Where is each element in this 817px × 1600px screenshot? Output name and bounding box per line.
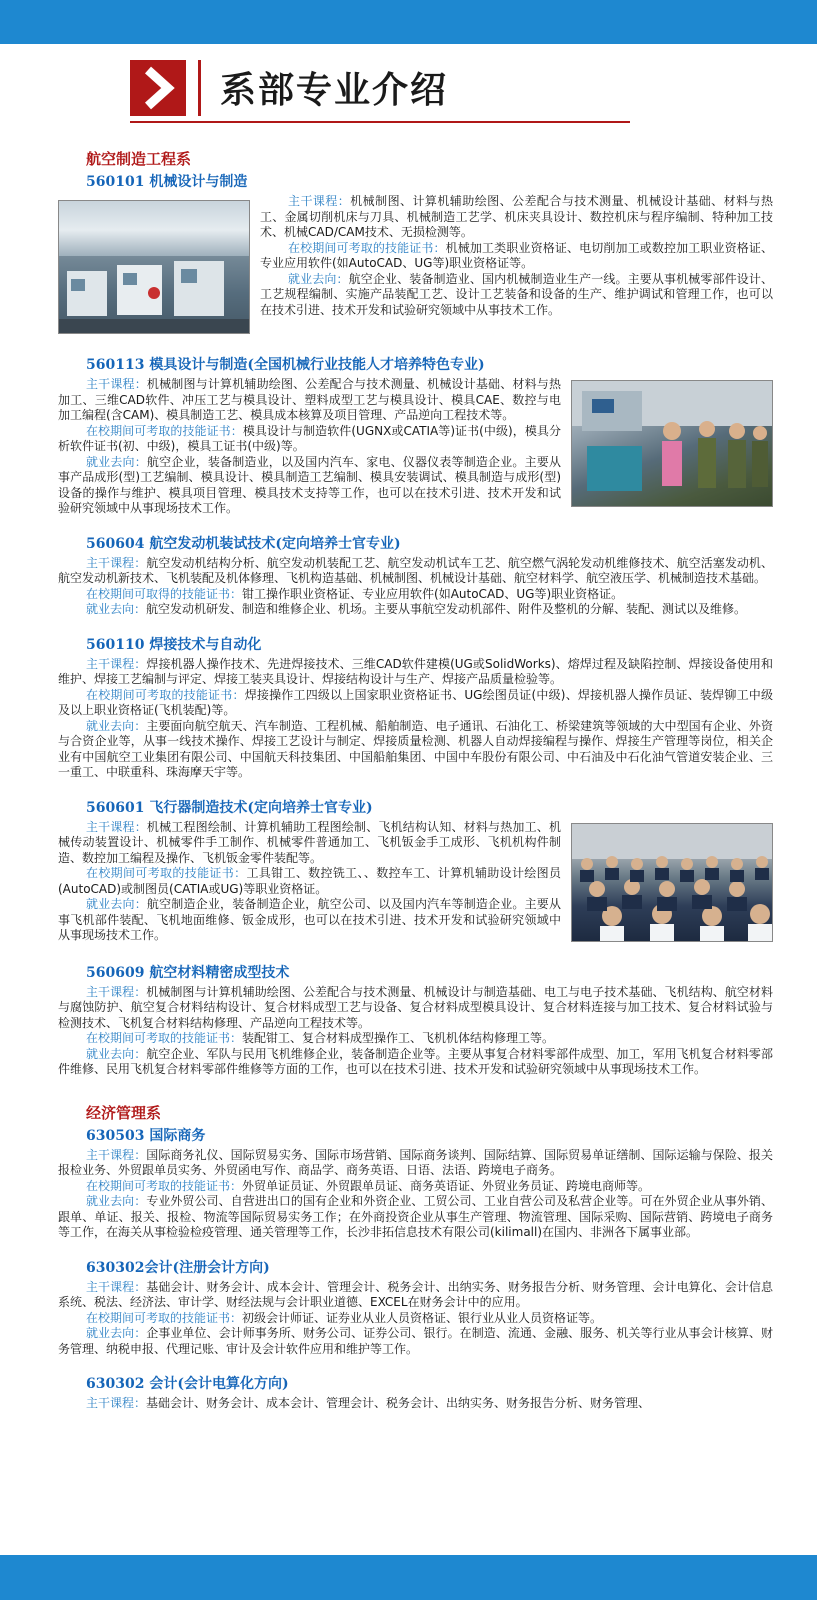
label-cert: 在校期间可考取的技能证书： [86,1031,243,1045]
dept-title: 经济管理系 [86,1103,162,1122]
major-section [58,354,773,517]
header-underline [130,121,630,123]
major-title: 560601 飞行器制造技术(定向培养士官专业) [86,799,373,816]
core-text: 焊接机器人操作技术、先进焊接技术、三维CAD软件建模(UG或SolidWorks)、熔焊过程及缺陷控制、焊接设备使用和维护、焊接工艺编制与评定、焊接工装夹具设计、焊接结构设计与生产、焊接产品质量检验等。 [58,656,773,686]
label-core: 主干课程： [86,1396,147,1410]
major-section [58,171,773,338]
label-job: 就业去向： [86,897,147,911]
workshop-photo [58,200,250,334]
cert-text: 焊接操作工四级以上国家职业资格证书、UG绘图员证(中级)、焊接机器人操作员证、装焊铆工中级及以上职业资格证(飞机装配)等。 [58,687,773,717]
cert-text: 装配钳工、复合材料成型操作工、飞机机体结构修理工等。 [242,1031,555,1045]
label-cert: 在校期间可取得的技能证书： [86,586,243,601]
label-cert: 在校期间可考取的技能证书： [86,423,243,438]
major-title: 560604 航空发动机装试技术(定向培养士官专业) [86,535,401,552]
core-text: 机械制图与计算机辅助绘图、公差配合与技术测量、机械设计与制造基础、电工与电子技术基础、飞机结构、航空材料与腐蚀防护、航空复合材料结构设计、复合材料成型工艺与设备、复合材料成型模具设计、复合材料连接与加工技术、复合材料试验与检测技术、飞机复合材料结构修理、产品逆向工程技术等。 [58,984,773,1030]
label-core: 主干课程： [86,1147,147,1162]
cert-text: 机械加工类职业资格证、电切削加工或数控加工职业资格证、专业应用软件(如AutoCAD、UG等)职业资格证等。 [260,240,773,270]
major-section [58,533,773,618]
major-title: 630503 国际商务 [86,1127,206,1144]
bottom-bar [0,1555,817,1600]
job-text: 航空企业、军队与民用飞机维修企业，装备制造企业等。主要从事复合材料零部件成型、加工，军用飞机复合材料零部件维修、民用飞机复合材料零部件维修等方面的工作，也可以在技术引进、技术开发和试验研究领域中从事现场技术工作。 [58,1046,773,1076]
major-section [58,797,773,946]
major-title: 630302 会计(会计电算化方向) [86,1376,289,1392]
content [58,148,773,1420]
core-text: 机械制图、计算机辅助绘图、公差配合与技术测量、机械设计基础、材料与热工、金属切削机床与刀具、机械制造工艺学、机床夹具设计、数控机床与程序编制、特种加工技术、机械CAD/CAM技术、无损检测等。 [260,194,773,239]
label-job: 就业去向： [86,718,147,733]
label-core: 主干课程： [86,819,147,834]
chevron-right-icon [130,60,186,116]
label-core: 主干课程： [86,555,147,570]
major-title: 560101 机械设计与制造 [86,174,248,190]
lab-photo [571,380,773,507]
label-cert: 在校期间可考取的技能证书： [86,1310,243,1325]
major-title: 560609 航空材料精密成型技术 [86,964,290,981]
job-text: 航空发动机研发、制造和维修企业、机场。主要从事航空发动机部件、附件及整机的分解、装配、测试以及维修。 [146,602,747,616]
cert-text: 工具钳工、数控铣工、、数控车工、计算机辅助设计绘图员(AutoCAD)或制图员(CATIA或UG)等职业资格证。 [58,866,561,896]
label-core: 主干课程： [288,194,351,208]
label-core: 主干课程： [86,377,147,391]
cert-text: 模具设计与制造软件(UGNX或CATIA等)证书(中级)，模具分析软件证书(初、中级)，模具工证书(中级)等。 [58,423,561,453]
cert-text: 钳工操作职业资格证、专业应用软件(如AutoCAD、UG等)职业资格证。 [242,586,624,601]
label-core: 主干课程： [86,984,147,999]
core-text: 基础会计、财务会计、成本会计、管理会计、税务会计、出纳实务、财务报告分析、财务管理、会计电算化、会计信息系统、税法、经济法、审计学、财经法规与会计职业道德、EXCEL在财务会计中的应用。 [58,1279,773,1309]
label-job: 就业去向： [86,454,147,469]
label-cert: 在校期间可考取的技能证书： [86,1178,243,1193]
major-section [58,962,773,1078]
label-job: 就业去向： [86,1194,147,1208]
dept-title: 航空制造工程系 [86,150,192,168]
label-cert: 在校期间可考取的技能证书： [86,687,245,702]
cert-text: 外贸单证员证、外贸跟单员证、商务英语证、外贸业务员证、跨境电商师等。 [242,1178,651,1193]
job-text: 航空企业，装备制造业，以及国内汽车、家电、仪器仪表等制造企业。主要从事产品成形(型)工艺编制、模具设计、模具制造工艺编制、模具安装调试、模具制造与成形(型)设备的操作与维护、模具项目管理、模具技术支持等工作，也可以在技术引进、技术开发和试验研究领域中从事现场技术工作。 [58,454,561,515]
major-section [58,1373,773,1412]
major-section [58,1125,773,1241]
major-section [58,634,773,781]
label-job: 就业去向： [86,1046,147,1061]
core-text: 航空发动机结构分析、航空发动机装配工艺、航空发动机试车工艺、航空燃气涡轮发动机维修技术、航空活塞发动机、航空发动机新技术、飞机装配及机体修理、飞机构造基础、机械制图、机械设计基础、航空材料学、航空液压学、机械制造技术基础。 [58,555,773,585]
major-title: 560110 焊接技术与自动化 [86,636,262,653]
job-text: 主要面向航空航天、汽车制造、工程机械、船舶制造、电子通讯、石油化工、桥梁建筑等领域的大中型国有企业、外资与合资企业等，从事一线技术操作、焊接工艺设计与制定、焊接质量检测、机器人自动焊接编程与操作、焊接生产管理等岗位，相关企业有中国航空工业集团有限公司、中国航天科技集团、中国船舶集团、中国中车股份有限公司、中石油及中石化油气管道安装企业、三一重工、中联重科、珠海摩天宇等。 [58,718,773,779]
job-text: 专业外贸公司、自营进出口的国有企业和外资企业、工贸公司、工业自营公司及私营企业等。可在外贸企业从事外销、跟单、单证、报关、报检、物流等国际贸易实务工作；在外商投资企业从事生产管理、物流管理、国际采购、国际营销、跨境电子商务等工作，在海关从事检验检疫管理、通关管理等工作，长沙非拓信息技术有限公司(kilimall)在国内、非洲各下属事业部。 [58,1194,773,1239]
label-job: 就业去向： [86,1326,147,1340]
page-title: 系部专业介绍 [220,69,449,111]
core-text: 机械制图与计算机辅助绘图、公差配合与技术测量、机械设计基础、材料与热加工、三维CAD软件、冲压工艺与模具设计、塑料成型工艺与模具设计、模具CAE、数控与电加工编程(含CAM)、模具制造工艺、模具成本核算及项目管理、产品逆向工程技术等。 [58,377,561,422]
top-bar [0,0,817,44]
major-title: 560113 模具设计与制造(全国机械行业技能人才培养特色专业) [86,357,485,373]
header-separator [198,60,201,116]
label-core: 主干课程： [86,1279,147,1294]
major-title: 630302会计(注册会计方向) [86,1259,270,1276]
label-job: 就业去向： [86,602,147,616]
label-core: 主干课程： [86,656,147,671]
cert-text: 初级会计师证、证券业从业人员资格证、银行业从业人员资格证等。 [242,1310,603,1325]
job-text: 航空企业、装备制造业、国内机械制造业生产一线。主要从事机械零部件设计、工艺规程编制、实施产品装配工艺、设计工艺装备和设备的生产、维护调试和管理工作，也可以在技术引进、技术开发和试验研究领域中从事技术工作。 [260,271,773,317]
page-header [130,58,730,120]
label-job: 就业去向： [288,271,349,286]
job-text: 航空制造企业，装备制造企业，航空公司、以及国内汽车等制造企业。主要从事飞机部件装配、飞机地面维修、钣金成形，也可以在技术引进、技术开发和试验研究领域中从事现场技术工作。 [58,897,561,942]
job-text: 企事业单位、会计师事务所、财务公司、证券公司、银行。在制造、流通、金融、服务、机关等行业从事会计核算、财务管理、纳税申报、代理记账、审计及会计软件应用和维护等工作。 [58,1326,773,1356]
cadets-photo [571,823,773,942]
label-cert: 在校期间可考取的技能证书： [288,240,446,255]
core-text: 机械工程图绘制、计算机辅助工程图绘制、飞机结构认知、材料与热加工、机械传动装置设计、机械零件手工制作、机械零件普通加工、飞机钣金手工成形、飞机机构件制造、数控加工编程及操作、飞机钣金零件装配等。 [58,819,561,865]
core-text: 国际商务礼仪、国际贸易实务、国际市场营销、国际商务谈判、国际结算、国际贸易单证缮制、国际运输与保险、报关报检业务、外贸跟单员实务、外贸函电写作、商品学、商务英语、日语、法语、跨境电子商务。 [58,1147,773,1177]
major-section [58,1257,773,1358]
label-cert: 在校期间可考取的技能证书： [86,866,247,880]
core-text: 基础会计、财务会计、成本会计、管理会计、税务会计、出纳实务、财务报告分析、财务管理、 [146,1396,651,1410]
